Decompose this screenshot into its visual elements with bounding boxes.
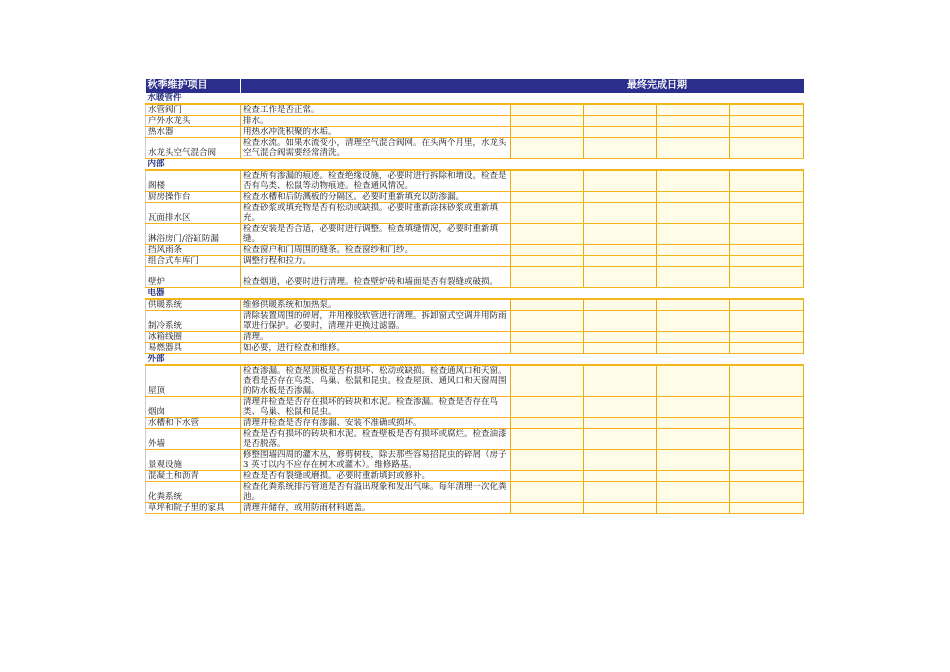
completion-date-cell[interactable] [730, 311, 804, 332]
item-description: 检查安装是否合适，必要时进行调整。检查填缝情况，必要时重新填缝。 [241, 224, 511, 245]
table-row [146, 245, 804, 256]
completion-date-cell[interactable] [730, 127, 804, 138]
completion-date-cell[interactable] [511, 138, 584, 159]
completion-date-cell[interactable] [730, 343, 804, 354]
completion-date-cell[interactable] [730, 397, 804, 418]
completion-date-cell[interactable] [584, 245, 657, 256]
completion-date-cell[interactable] [657, 343, 730, 354]
completion-date-cell[interactable] [511, 429, 584, 450]
item-name: 易燃器具 [146, 343, 241, 354]
item-description: 检查水流。如果水流变小，清理空气混合阀网。在头两个月里，水龙头空气混合阀需要经常清洗。 [241, 138, 511, 159]
completion-date-cell[interactable] [657, 418, 730, 429]
item-name: 烟囱 [146, 397, 241, 418]
item-name: 化粪系统 [146, 482, 241, 503]
completion-date-cell[interactable] [584, 418, 657, 429]
item-description: 检查是否有裂缝或磨损。必要时重新填封或修补。 [241, 471, 511, 482]
item-name: 外墙 [146, 429, 241, 450]
completion-date-cell[interactable] [584, 482, 657, 503]
table-row [146, 127, 804, 138]
completion-date-cell[interactable] [730, 224, 804, 245]
completion-date-cell[interactable] [511, 170, 584, 192]
completion-date-cell[interactable] [511, 311, 584, 332]
completion-date-cell[interactable] [657, 450, 730, 471]
completion-date-cell[interactable] [657, 365, 730, 397]
completion-date-cell[interactable] [730, 245, 804, 256]
item-name: 淋浴房门/浴缸防漏 [146, 224, 241, 245]
completion-date-cell[interactable] [511, 245, 584, 256]
table-row [146, 104, 804, 116]
completion-date-cell[interactable] [511, 116, 584, 127]
section-title: 水暖管件 [146, 93, 804, 104]
item-description: 清理并检查是否存在损坏的砖块和水泥。检查渗漏。检查是否存在鸟类、鸟巢、松鼠和昆虫。 [241, 397, 511, 418]
completion-date-cell[interactable] [730, 104, 804, 116]
maintenance-sheet [145, 79, 803, 514]
completion-date-cell[interactable] [511, 224, 584, 245]
item-name: 供暖系统 [146, 299, 241, 311]
completion-date-cell[interactable] [511, 192, 584, 203]
completion-date-cell[interactable] [511, 418, 584, 429]
item-description: 检查砂浆或填充物是否有松动或缺损。必要时重新涂抹砂浆或重新填充。 [241, 203, 511, 224]
completion-date-cell[interactable] [730, 365, 804, 397]
item-description: 清理并检查是否存有渗漏、安装不准确或损坏。 [241, 418, 511, 429]
section-title: 电器 [146, 288, 804, 300]
item-name: 水管阀门 [146, 104, 241, 116]
table-row [146, 450, 804, 471]
maintenance-table [145, 79, 804, 514]
item-description: 排水。 [241, 116, 511, 127]
item-description: 修整围墙四周的灌木丛，修剪树枝，除去那些容易招昆虫的碎屑（房子 3 英寸以内不应存在树木或灌木）。维修路基。 [241, 450, 511, 471]
item-description: 检查工作是否正常。 [241, 104, 511, 116]
item-name: 瓦面排水区 [146, 203, 241, 224]
completion-date-cell[interactable] [584, 503, 657, 514]
completion-date-cell[interactable] [657, 332, 730, 343]
completion-date-cell[interactable] [511, 299, 584, 311]
item-description: 清理。 [241, 332, 511, 343]
completion-date-cell[interactable] [584, 429, 657, 450]
completion-date-cell[interactable] [657, 224, 730, 245]
item-description: 如必要，进行检查和维修。 [241, 343, 511, 354]
section-row [146, 288, 804, 300]
completion-date-cell[interactable] [584, 104, 657, 116]
item-description: 用热水冲洗积聚的水垢。 [241, 127, 511, 138]
table-row [146, 267, 804, 288]
item-description: 检查化粪系统排污管道是否有溢出现象和发出气味。每年清理一次化粪池。 [241, 482, 511, 503]
item-description: 检查窗户和门周围的缝条。检查窗纱和门纱。 [241, 245, 511, 256]
completion-date-cell[interactable] [584, 192, 657, 203]
item-description: 清理并储存，或用防雨材料遮盖。 [241, 503, 511, 514]
table-row [146, 365, 804, 397]
item-name: 制冷系统 [146, 311, 241, 332]
table-row [146, 397, 804, 418]
completion-date-cell[interactable] [584, 332, 657, 343]
completion-date-cell[interactable] [657, 138, 730, 159]
completion-date-cell[interactable] [511, 332, 584, 343]
completion-date-cell[interactable] [584, 311, 657, 332]
item-name: 户外水龙头 [146, 116, 241, 127]
item-name: 组合式车库门 [146, 256, 241, 267]
table-row [146, 138, 804, 159]
completion-date-cell[interactable] [511, 127, 584, 138]
table-row [146, 482, 804, 503]
completion-date-cell[interactable] [730, 116, 804, 127]
item-description: 调整行程和拉力。 [241, 256, 511, 267]
completion-date-cell[interactable] [584, 299, 657, 311]
item-name: 混凝土和沥青 [146, 471, 241, 482]
item-name: 壁炉 [146, 267, 241, 288]
item-name: 热水器 [146, 127, 241, 138]
item-description: 检查是否有损坏的砖块和水泥。检查壁板是否有损坏或腐烂。检查油漆是否脱落。 [241, 429, 511, 450]
completion-date-cell[interactable] [730, 471, 804, 482]
completion-date-cell[interactable] [584, 267, 657, 288]
completion-date-cell[interactable] [584, 224, 657, 245]
completion-date-cell[interactable] [584, 450, 657, 471]
completion-date-cell[interactable] [730, 418, 804, 429]
table-row [146, 256, 804, 267]
completion-date-cell[interactable] [511, 203, 584, 224]
table-row [146, 311, 804, 332]
completion-date-cell[interactable] [584, 343, 657, 354]
completion-date-cell[interactable] [657, 482, 730, 503]
completion-date-cell[interactable] [730, 170, 804, 192]
section-row [146, 159, 804, 171]
completion-date-cell[interactable] [730, 299, 804, 311]
completion-date-cell[interactable] [730, 256, 804, 267]
table-row [146, 203, 804, 224]
completion-date-cell[interactable] [584, 203, 657, 224]
completion-date-cell[interactable] [730, 450, 804, 471]
completion-date-cell[interactable] [730, 482, 804, 503]
item-name: 草坪和院子里的家具 [146, 503, 241, 514]
completion-date-cell[interactable] [511, 450, 584, 471]
item-description: 检查烟道，必要时进行清理。检查壁炉砖和墙面是否有裂缝或破损。 [241, 267, 511, 288]
completion-date-cell[interactable] [657, 170, 730, 192]
completion-date-cell[interactable] [511, 104, 584, 116]
completion-date-cell[interactable] [657, 397, 730, 418]
completion-date-cell[interactable] [730, 138, 804, 159]
section-row [146, 354, 804, 366]
completion-date-cell[interactable] [511, 482, 584, 503]
completion-date-cell[interactable] [730, 429, 804, 450]
item-name: 厨房操作台 [146, 192, 241, 203]
completion-date-cell[interactable] [584, 116, 657, 127]
table-row [146, 170, 804, 192]
table-row [146, 429, 804, 450]
item-description: 清除装置周围的碎屑，并用橡胶软管进行清理。拆卸窗式空调并用防雨罩进行保护。必要时，清理并更换过滤器。 [241, 311, 511, 332]
completion-date-cell[interactable] [657, 299, 730, 311]
header-spacer [241, 79, 511, 93]
completion-date-cell[interactable] [657, 104, 730, 116]
completion-date-cell[interactable] [584, 365, 657, 397]
section-title: 外部 [146, 354, 804, 366]
item-name: 景观设施 [146, 450, 241, 471]
final-date-header: 最终完成日期 [511, 79, 804, 93]
item-description: 检查所有渗漏的痕迹。检查绝缘设施，必要时进行拆除和增设。检查是否有鸟类、松鼠等动物痕迹。检查通风情况。 [241, 170, 511, 192]
section-row [146, 93, 804, 104]
item-name: 水槽和下水管 [146, 418, 241, 429]
completion-date-cell[interactable] [511, 397, 584, 418]
table-row [146, 116, 804, 127]
completion-date-cell[interactable] [584, 256, 657, 267]
completion-date-cell[interactable] [511, 503, 584, 514]
table-row [146, 332, 804, 343]
completion-date-cell[interactable] [657, 203, 730, 224]
item-name: 阁楼 [146, 170, 241, 192]
item-description: 检查渗漏。检查屋顶板是否有损坏、松动或缺损。检查通风口和天窗。查看是否存在鸟类、鸟巢、松鼠和昆虫。检查屋顶、通风口和天窗周围的防水板是否渗漏。 [241, 365, 511, 397]
completion-date-cell[interactable] [584, 397, 657, 418]
completion-date-cell[interactable] [730, 267, 804, 288]
item-name: 挡风雨条 [146, 245, 241, 256]
completion-date-cell[interactable] [657, 503, 730, 514]
completion-date-cell[interactable] [657, 311, 730, 332]
completion-date-cell[interactable] [511, 471, 584, 482]
section-title: 内部 [146, 159, 804, 171]
table-row [146, 343, 804, 354]
completion-date-cell[interactable] [657, 127, 730, 138]
completion-date-cell[interactable] [584, 127, 657, 138]
table-row [146, 471, 804, 482]
item-name: 水龙头空气混合阀 [146, 138, 241, 159]
completion-date-cell[interactable] [657, 256, 730, 267]
table-row [146, 299, 804, 311]
sheet-title: 秋季维护项目 [146, 79, 241, 93]
table-row [146, 503, 804, 514]
completion-date-cell[interactable] [657, 245, 730, 256]
completion-date-cell[interactable] [511, 365, 584, 397]
item-name: 冰箱线圈 [146, 332, 241, 343]
completion-date-cell[interactable] [657, 192, 730, 203]
completion-date-cell[interactable] [657, 116, 730, 127]
completion-date-cell[interactable] [657, 267, 730, 288]
header-row [146, 79, 804, 93]
table-row [146, 224, 804, 245]
completion-date-cell[interactable] [730, 332, 804, 343]
completion-date-cell[interactable] [584, 138, 657, 159]
item-description: 检查水槽和后防溅板的分隔区。必要时重新填充以防渗漏。 [241, 192, 511, 203]
item-name: 屋顶 [146, 365, 241, 397]
completion-date-cell[interactable] [511, 343, 584, 354]
completion-date-cell[interactable] [730, 503, 804, 514]
completion-date-cell[interactable] [584, 471, 657, 482]
completion-date-cell[interactable] [657, 429, 730, 450]
completion-date-cell[interactable] [730, 203, 804, 224]
completion-date-cell[interactable] [511, 256, 584, 267]
completion-date-cell[interactable] [657, 471, 730, 482]
completion-date-cell[interactable] [511, 267, 584, 288]
completion-date-cell[interactable] [584, 170, 657, 192]
item-description: 维修供暖系统和加热泵。 [241, 299, 511, 311]
table-row [146, 192, 804, 203]
table-row [146, 418, 804, 429]
completion-date-cell[interactable] [730, 192, 804, 203]
